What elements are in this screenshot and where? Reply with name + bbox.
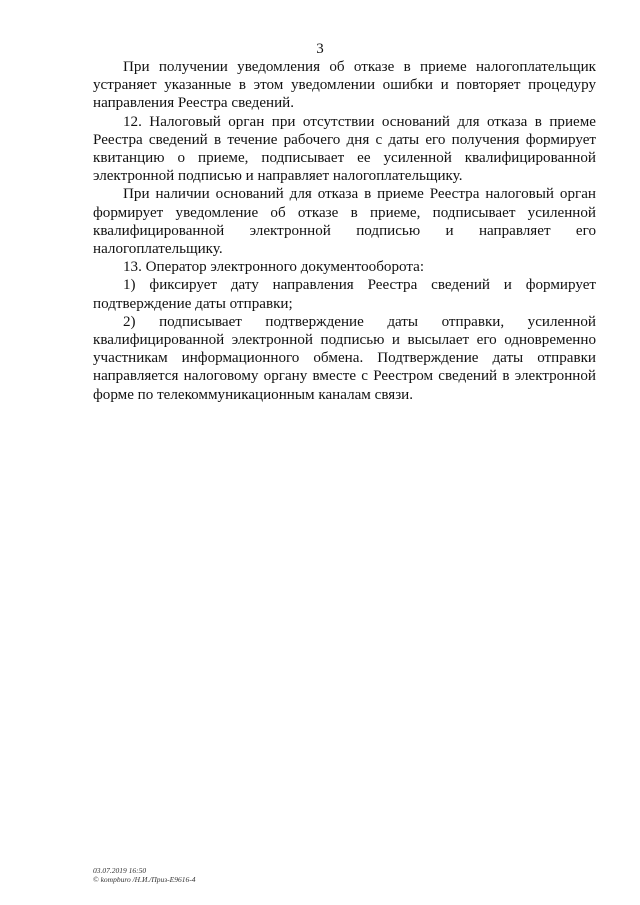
page-number: 3: [316, 41, 324, 57]
paragraph-rejection-notice: При получении уведомления об отказе в приеме налогоплательщик устраняет указанные в этом уведомлении ошибки и повторяет процедуру направления Реестра сведений.: [93, 59, 596, 112]
document-footer: [93, 866, 196, 884]
footer-reference: © kompburo /Н.И./Приз-Е9616-4: [93, 875, 196, 884]
paragraph-refusal-grounds: При наличии оснований для отказа в приеме Реестра налоговый орган формирует уведомление об отказе в приеме, подписывает усиленной квалифицированной электронной подписью и направляет его налогоплательщику.: [93, 186, 596, 258]
paragraph-subitem-2: 2) подписывает подтверждение даты отправки, усиленной квалифицированной электронной подписью и высылает его одновременно участникам информационного обмена. Подтверждение даты отправки направляется налоговому органу вместе с Реестром сведений в электронной форме по телекоммуникационным каналам связи.: [93, 313, 596, 403]
paragraph-item-12: 12. Налоговый орган при отсутствии оснований для отказа в приеме Реестра сведений в течение рабочего дня с даты его получения формирует квитанцию о приеме, подписывает ее усиленной квалифицированной электронной подписью и направляет налогоплательщику.: [93, 113, 596, 185]
footer-date: 03.07.2019 16:50: [93, 866, 147, 875]
paragraph-subitem-1: 1) фиксирует дату направления Реестра сведений и формирует подтверждение даты отправки;: [93, 277, 596, 312]
paragraph-item-13: 13. Оператор электронного документооборота:: [123, 259, 425, 276]
document-body: [93, 58, 596, 404]
